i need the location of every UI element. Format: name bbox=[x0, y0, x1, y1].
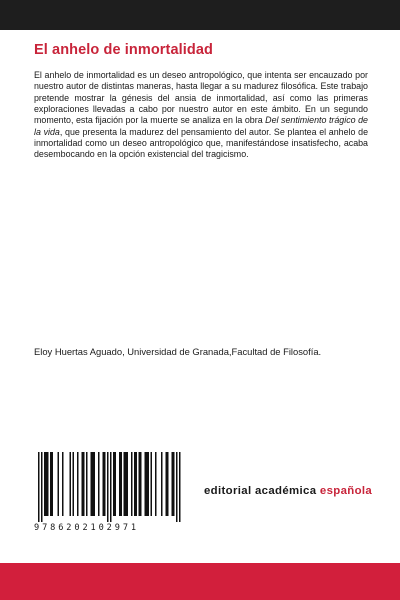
barcode-bar bbox=[46, 452, 48, 516]
barcode-bar bbox=[52, 452, 54, 516]
barcode-bar bbox=[70, 452, 72, 516]
barcode-bar bbox=[173, 452, 175, 516]
barcode-bar bbox=[119, 452, 121, 516]
barcode-bar bbox=[148, 452, 150, 516]
barcode-bar bbox=[161, 452, 163, 516]
bottom-color-band bbox=[0, 563, 400, 600]
barcode-bar bbox=[146, 452, 148, 516]
barcode-bar bbox=[115, 452, 117, 516]
barcode-bar bbox=[86, 452, 88, 516]
barcode-bar bbox=[50, 452, 52, 516]
barcode-bar bbox=[82, 452, 84, 516]
barcode-bar bbox=[125, 452, 127, 516]
barcode-bar bbox=[110, 452, 112, 522]
barcode-bar bbox=[91, 452, 93, 516]
barcode-bars bbox=[32, 452, 188, 524]
abstract-italic-work-title: Del sentimiento trágico de la vida bbox=[34, 115, 368, 137]
publisher-name-accent: española bbox=[319, 485, 373, 497]
barcode-bar bbox=[58, 452, 60, 516]
barcode-bar bbox=[98, 452, 100, 516]
barcode-bar bbox=[131, 452, 133, 516]
barcode-bar bbox=[113, 452, 115, 516]
barcode-bar bbox=[176, 452, 178, 522]
top-color-band bbox=[0, 0, 400, 30]
barcode-bar bbox=[134, 452, 136, 516]
barcode-bar bbox=[140, 452, 142, 516]
barcode-bar bbox=[83, 452, 85, 516]
barcode-bar bbox=[145, 452, 147, 516]
abstract-text-end: , que presenta la madurez del pensamiento del autor. Se plantea el anhelo de inmortalidad como un deseo antropológico que, manifestándose insatisfecho, acaba desembocando en la opción existencial del tragicismo. bbox=[34, 126, 369, 160]
barcode-bar bbox=[94, 452, 96, 516]
publisher-logo bbox=[204, 485, 372, 497]
barcode-bar bbox=[172, 452, 174, 516]
barcode-bar bbox=[73, 452, 75, 516]
barcode-bar bbox=[127, 452, 129, 516]
barcode-bar bbox=[92, 452, 94, 516]
barcode-bar bbox=[44, 452, 46, 516]
barcode-bar bbox=[121, 452, 123, 516]
barcode-bar bbox=[166, 452, 168, 516]
isbn-number: 9786202102971 bbox=[34, 523, 139, 533]
book-abstract bbox=[34, 70, 368, 161]
book-title: El anhelo de inmortalidad bbox=[34, 42, 213, 58]
barcode-bar bbox=[104, 452, 106, 516]
abstract-text-start: El anhelo de inmortalidad es un deseo antropológico, que intenta ser encauzado por nuestro autor de distintas maneras, hasta llegar a su madurez filosófica. Este trabajo pretende mostrar la génesis del ansia de inmortalidad, así como las primeras exploraciones llevadas a cabo por nuestro autor en este ámbito. En un segundo momento, esta fijación por la muerte se analiza en la obra bbox=[34, 70, 368, 126]
barcode-bar bbox=[155, 452, 157, 516]
barcode-bar bbox=[136, 452, 138, 516]
barcode-bar bbox=[151, 452, 153, 516]
barcode-bar bbox=[77, 452, 79, 516]
barcode-bar bbox=[124, 452, 126, 516]
publisher-name: editorial académica bbox=[204, 485, 317, 497]
barcode-bar bbox=[47, 452, 49, 516]
barcode-bar bbox=[107, 452, 109, 522]
barcode-bar bbox=[38, 452, 40, 522]
barcode-bar bbox=[62, 452, 64, 516]
barcode-bar bbox=[179, 452, 181, 522]
barcode-bar bbox=[41, 452, 43, 522]
author-line: Eloy Huertas Aguado, Universidad de Granada,Facultad de Filosofía. bbox=[34, 346, 322, 357]
barcode-bar bbox=[139, 452, 141, 516]
barcode-bar bbox=[103, 452, 105, 516]
barcode-bar bbox=[167, 452, 169, 516]
